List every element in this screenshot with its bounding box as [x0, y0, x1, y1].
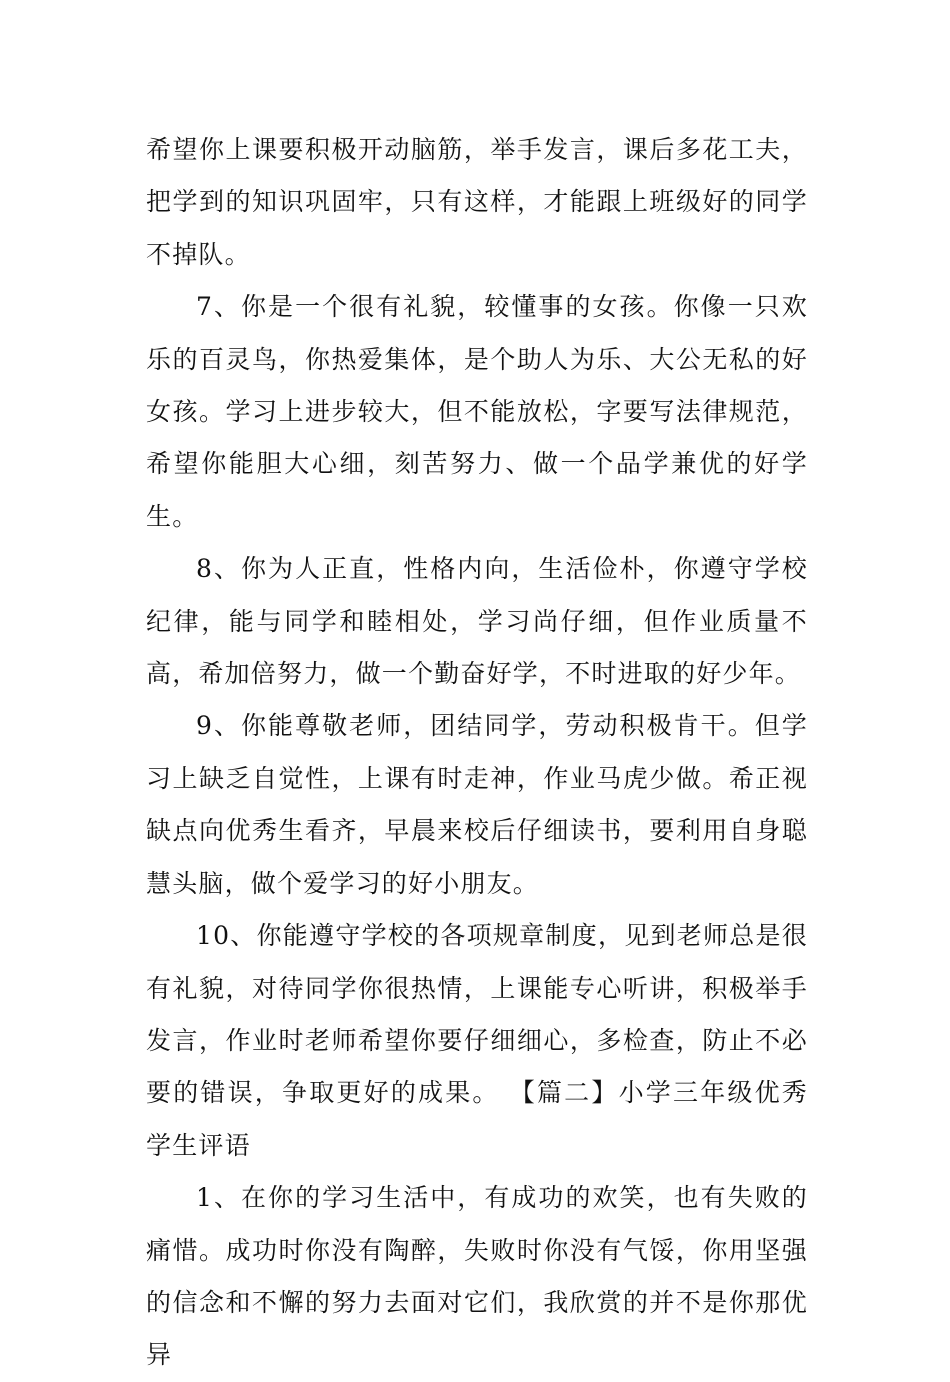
paragraph-comment-1: 1、在你的学习生活中，有成功的欢笑，也有失败的痛惜。成功时你没有陶醉，失败时你没有气馁，你用坚强的信念和不懈的努力去面对它们，我欣赏的并不是你那优异: [146, 1183, 808, 1370]
document-body: [146, 124, 808, 1382]
paragraph-comment-7: 7、你是一个很有礼貌，较懂事的女孩。你像一只欢乐的百灵鸟，你热爱集体，是个助人为乐、大公无私的好女孩。学习上进步较大，但不能放松，字要写法律规范，希望你能胆大心细，刻苦努力、做一个品学兼优的好学生。: [146, 292, 808, 531]
paragraph-comment-8: 8、你为人正直，性格内向，生活俭朴，你遵守学校纪律，能与同学和睦相处，学习尚仔细，但作业质量不高，希加倍努力，做一个勤奋好学，不时进取的好少年。: [146, 554, 808, 689]
paragraph-comment-10: 10、你能遵守学校的各项规章制度，见到老师总是很有礼貌，对待同学你很热情，上课能专心听讲，积极举手发言，作业时老师希望你要仔细细心，多检查，防止不必要的错误，争取更好的成果。 【篇二】小学三年级优秀学生评语: [146, 921, 808, 1160]
paragraph-continuation: 希望你上课要积极开动脑筋，举手发言，课后多花工夫，把学到的知识巩固牢，只有这样，才能跟上班级好的同学不掉队。: [146, 135, 808, 269]
paragraph-comment-9: 9、你能尊敬老师，团结同学，劳动积极肯干。但学习上缺乏自觉性，上课有时走神，作业马虎少做。希正视缺点向优秀生看齐，早晨来校后仔细读书，要利用自身聪慧头脑，做个爱学习的好小朋友。: [146, 711, 808, 898]
